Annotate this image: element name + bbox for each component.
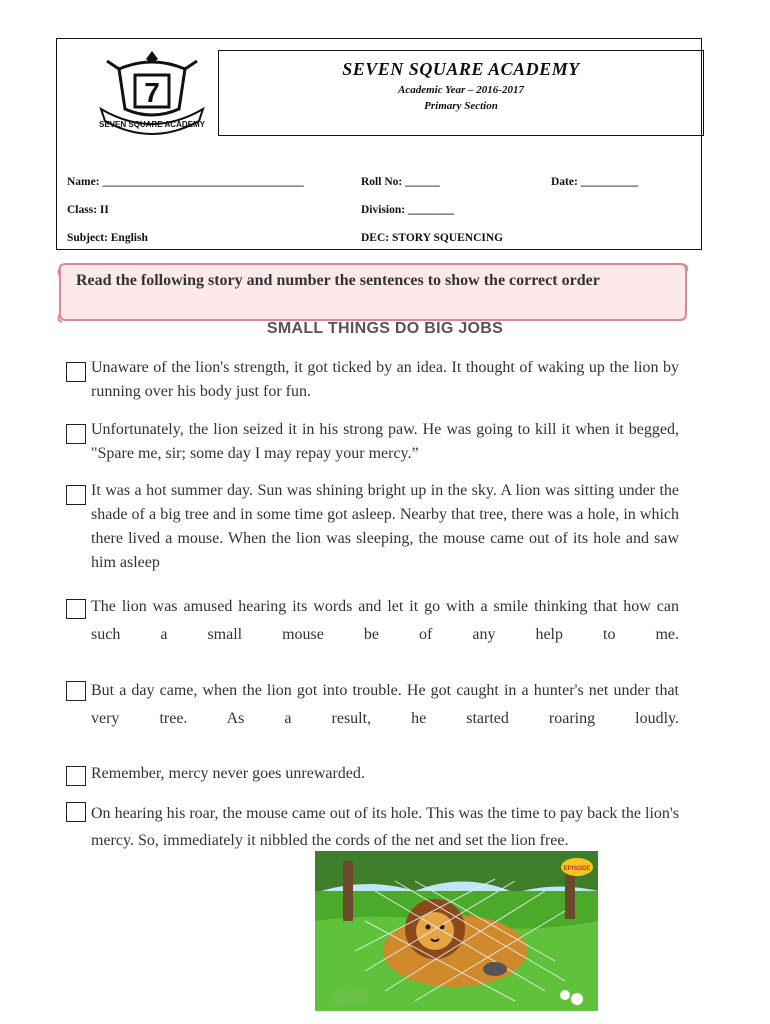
lion-in-net-illustration (315, 851, 598, 1011)
order-checkbox[interactable] (66, 424, 86, 444)
sentence-text: It was a hot summer day. Sun was shining bright up in the sky. A lion was sitting under the shade of a big tree and in some time got asleep. Nearby that tree, there was a hole, in which there lived a mouse. When the lion was sleeping, the mouse came out of its hole and saw him asleep (91, 482, 679, 571)
academic-year: Academic Year – 2016-2017 (398, 84, 524, 96)
title-box (218, 50, 704, 136)
school-logo (97, 47, 207, 139)
sentence-text: Unfortunately, the lion seized it in his strong paw. He was going to kill it when it begged, "Spare me, sir; some day I may repay your mercy.” (91, 421, 679, 462)
division-field[interactable]: Division: ________ (361, 204, 454, 216)
class-field: Class: II (67, 204, 109, 216)
order-checkbox[interactable] (66, 362, 86, 382)
svg-text:SEVEN SQUARE ACADEMY: SEVEN SQUARE ACADEMY (99, 120, 205, 129)
sentence-text: The lion was amused hearing its words and let it go with a smile thinking that how can such a small mouse be of any help to me. (91, 598, 679, 643)
order-checkbox[interactable] (66, 766, 86, 786)
header-box (56, 38, 702, 250)
story-title: SMALL THINGS DO BIG JOBS (266, 320, 504, 337)
order-checkbox[interactable] (66, 485, 86, 505)
order-checkbox[interactable] (66, 681, 86, 701)
svg-text:7: 7 (144, 77, 160, 108)
name-field[interactable]: Name: ___________________________________ (67, 176, 304, 188)
sentence-text: But a day came, when the lion got into trouble. He got caught in a hunter's net under that very tree. As a result, he started roaring loudly. (91, 682, 679, 727)
order-checkbox[interactable] (66, 802, 86, 822)
sentence-text: Remember, mercy never goes unrewarded. (91, 765, 365, 782)
sentence-text: Unaware of the lion's strength, it got ticked by an idea. It thought of waking up the lion by running over his body just for fun. (91, 359, 679, 400)
instruction-text: Read the following story and number the sentences to show the correct order (76, 272, 600, 289)
dec-field: DEC: STORY SQUENCING (361, 232, 504, 244)
order-checkbox[interactable] (66, 599, 86, 619)
school-name: SEVEN SQUARE ACADEMY (342, 59, 580, 79)
subject-field: Subject: English (67, 232, 148, 244)
date-field[interactable]: Date: __________ (551, 176, 639, 188)
sentence-text: On hearing his roar, the mouse came out of its hole. This was the time to pay back the lion's mercy. So, immediately it nibbled the cords of the net and set the lion free. (91, 805, 679, 849)
episode-badge: EPISODE (563, 866, 591, 872)
roll-no-field[interactable]: Roll No: ______ (361, 176, 440, 188)
section-label: Primary Section (424, 100, 498, 112)
